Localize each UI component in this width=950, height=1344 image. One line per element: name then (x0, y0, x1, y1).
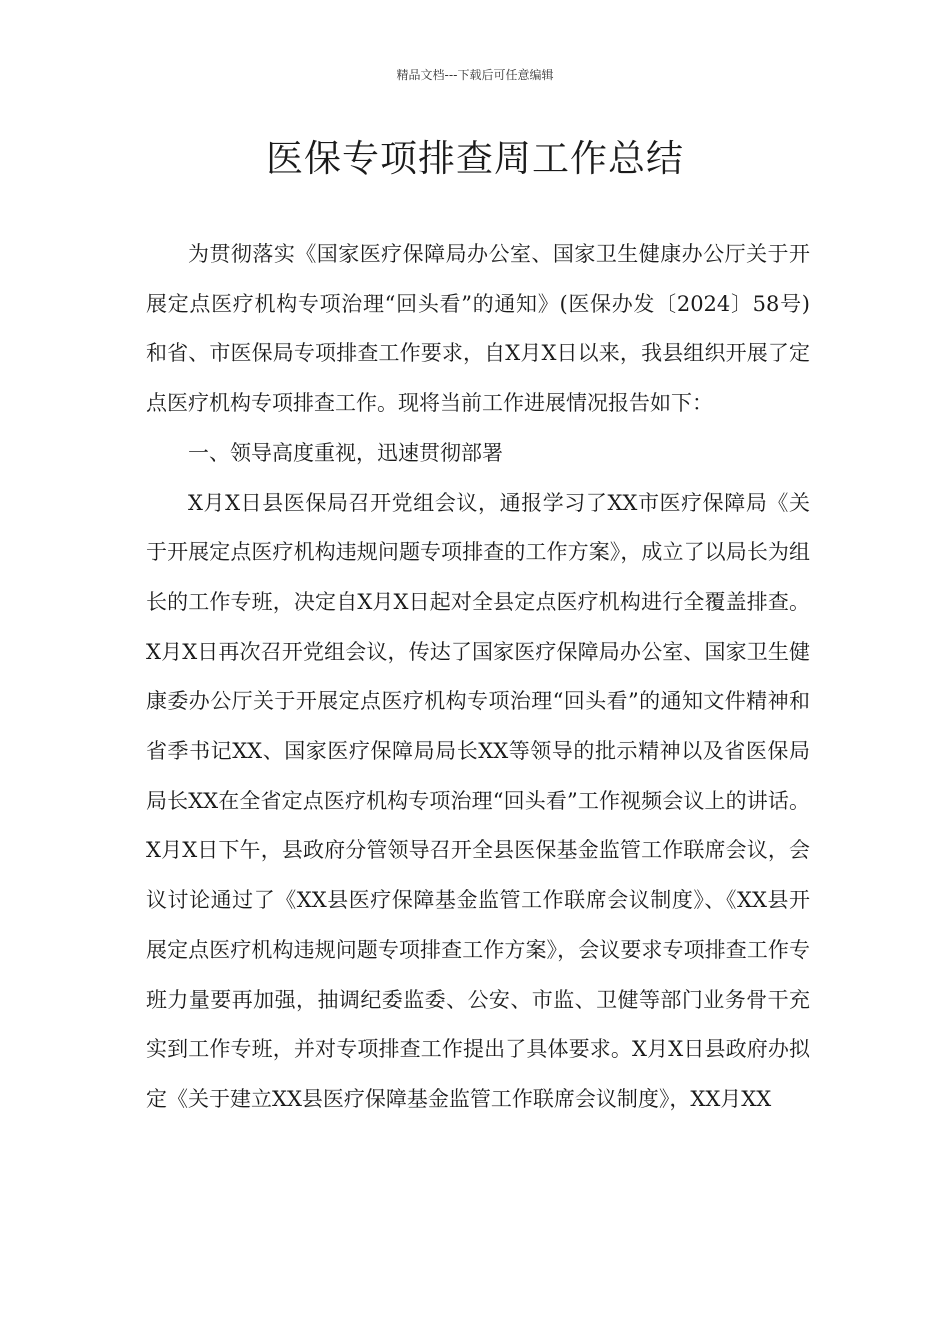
paragraph-body: X月X日县医保局召开党组会议，通报学习了XX市医疗保障局《关于开展定点医疗机构违规问题专项排查的工作方案》，成立了以局长为组长的工作专班，决定自X月X日起对全县定点医疗机构进行全覆盖排查。X月X日再次召开党组会议，传达了国家医疗保障局办公室、国家卫生健康委办公厅关于开展定点医疗机构专项治理“回头看”的通知文件精神和省季书记XX、国家医疗保障局局长XX等领导的批示精神以及省医保局局长XX在全省定点医疗机构专项治理“回头看”工作视频会议上的讲话。X月X日下午，县政府分管领导召开全县医保基金监管工作联席会议，会议讨论通过了《XX县医疗保障基金监管工作联席会议制度》、《XX县开展定点医疗机构违规问题专项排查工作方案》，会议要求专项排查工作专班力量要再加强，抽调纪委监委、公安、市监、卫健等部门业务骨干充实到工作专班，并对专项排查工作提出了具体要求。X月X日县政府办拟定《关于建立XX县医疗保障基金监管工作联席会议制度》，XX月XX (146, 490, 810, 1111)
section-heading: 一、领导高度重视，迅速贯彻部署 (188, 440, 503, 465)
page-title: 医保专项排查周工作总结 (266, 137, 684, 180)
paragraph-intro: 为贯彻落实《国家医疗保障局办公室、国家卫生健康办公厅关于开展定点医疗机构专项治理“回头看”的通知》(医保办发〔2024〕58号)和省、市医保局专项排查工作要求，自X月X日以来，我县组织开展了定点医疗机构专项排查工作。现将当前工作进展情况报告如下： (146, 242, 810, 416)
document-body (146, 230, 810, 1125)
header-note: 精品文档---下载后可任意编辑 (396, 68, 554, 82)
